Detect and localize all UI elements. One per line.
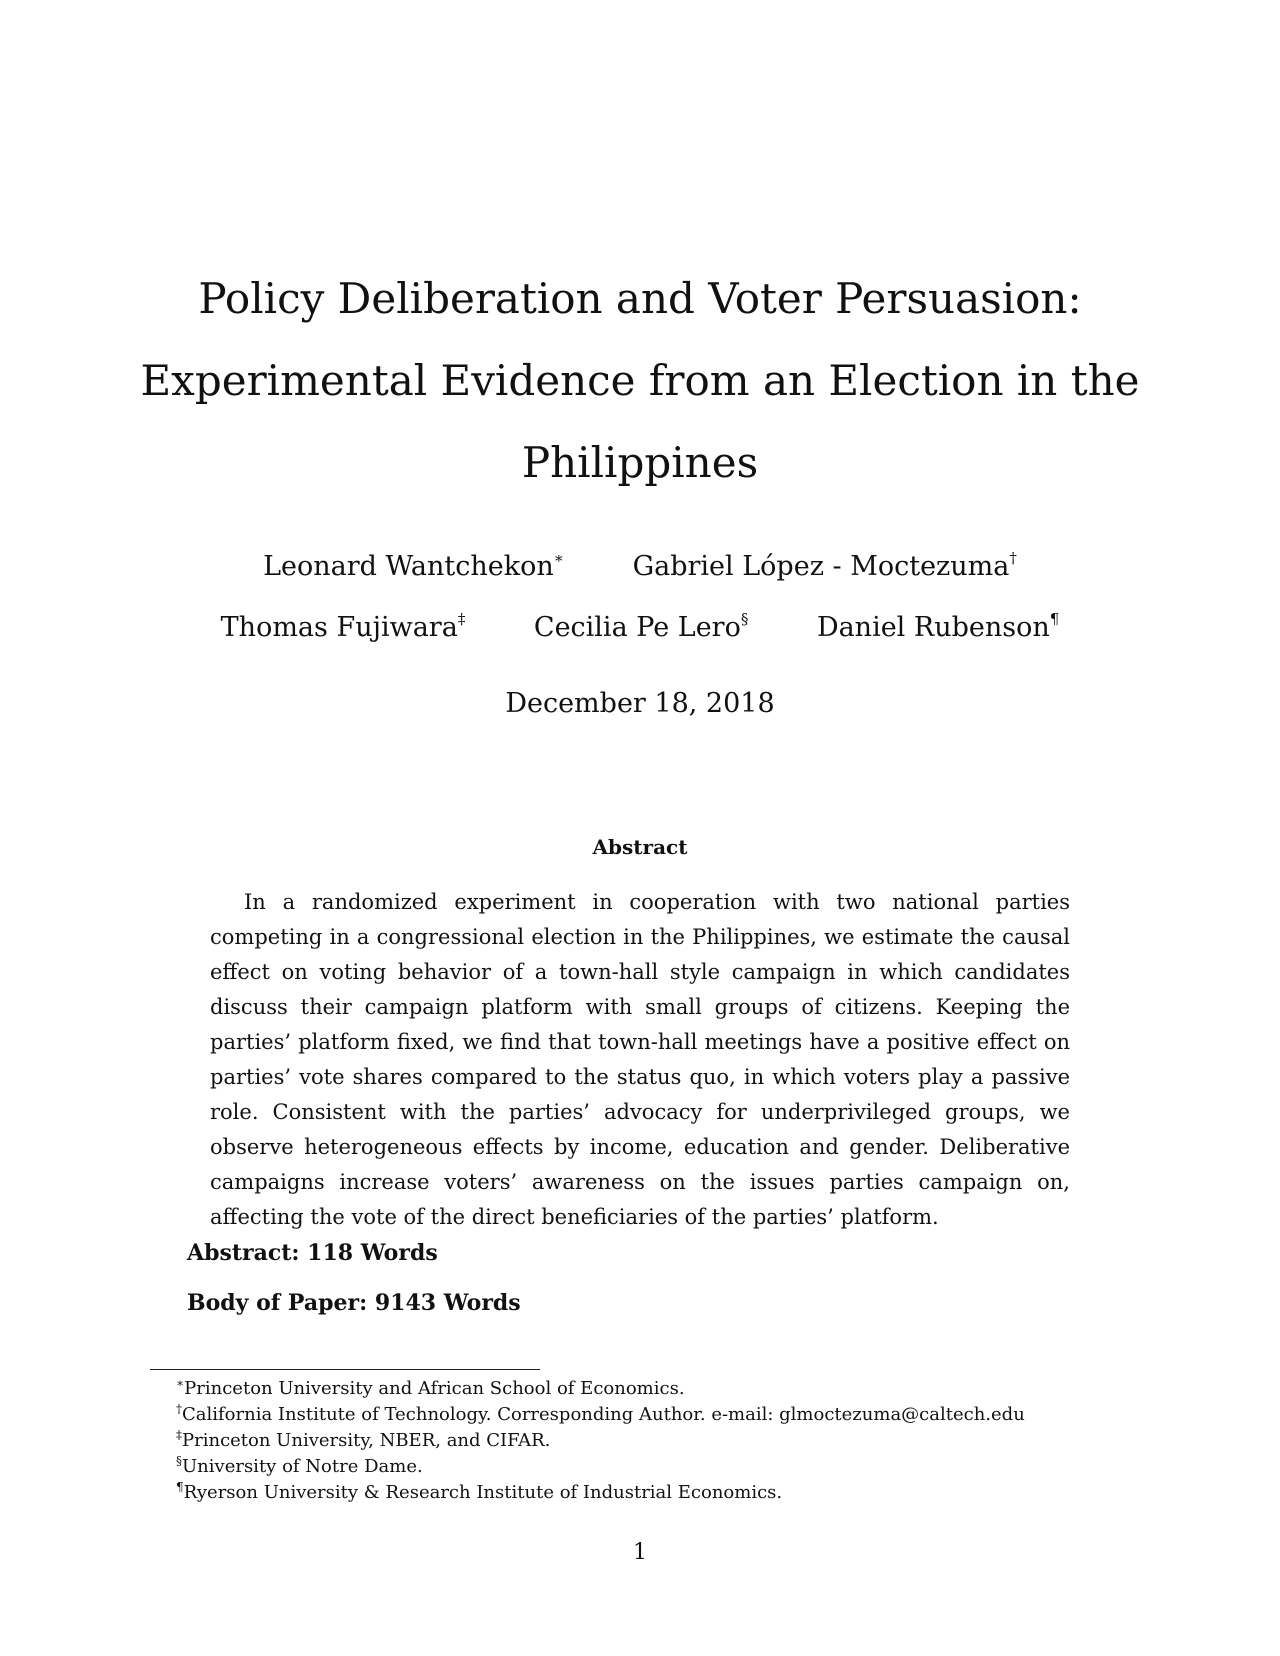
abstract-word-count: Abstract: 118 Words — [187, 1240, 438, 1266]
footnote-text: California Institute of Technology. Corresponding Author. e-mail: glmoctezuma@caltech.edu — [182, 1404, 1025, 1425]
body-word-count: Body of Paper: 9143 Words — [187, 1290, 521, 1316]
author-mark: † — [1009, 549, 1017, 567]
title-line: Experimental Evidence from an Election in the — [140, 356, 1140, 405]
footnote-text: Princeton University and African School of Economics. — [184, 1378, 685, 1399]
author-name: Gabriel López - Moctezuma — [632, 551, 1010, 582]
paper-title — [140, 258, 1140, 504]
footnote-mark: ‡ — [176, 1428, 182, 1442]
footnote — [176, 1454, 1025, 1480]
abstract-text: In a randomized experiment in cooperation with two national parties competing in a congressional election in the Philippines, we estimate the causal effect on voting behavior of a town-hall style campaign in which candidates discuss their campaign platform with small groups of citizens. Keeping the parties’ platform fixed, we find that town-hall meetings have a positive effect on parties’ vote shares compared to the status quo, in which voters play a passive role. Consistent with the parties’ advocacy for underprivileged groups, we observe heterogeneous effects by income, education and gender. Deliberative campaigns increase voters’ awareness on the issues parties campaign on, affecting the vote of the direct beneficiaries of the parties’ platform. — [210, 890, 1070, 1229]
author-name: Cecilia Pe Lero — [533, 612, 741, 643]
footnote-text: University of Notre Dame. — [182, 1456, 423, 1477]
author-mark: § — [740, 610, 749, 628]
footnote-text: Princeton University, NBER, and CIFAR. — [182, 1430, 551, 1451]
abstract-heading: Abstract — [592, 835, 688, 859]
footnote — [176, 1402, 1025, 1428]
footnote-mark: ∗ — [176, 1376, 185, 1390]
author-name: Daniel Rubenson — [816, 612, 1050, 643]
footnote-text: Ryerson University & Research Institute of Industrial Economics. — [183, 1482, 783, 1503]
author-mark: ‡ — [457, 610, 466, 628]
paper-date: December 18, 2018 — [505, 688, 775, 719]
page-number: 1 — [633, 1540, 647, 1565]
author-name: Thomas Fujiwara — [220, 612, 458, 643]
author-mark: ¶ — [1049, 610, 1060, 628]
title-line: Philippines — [521, 438, 759, 487]
author — [633, 551, 1017, 582]
author — [534, 612, 748, 643]
footnotes — [176, 1376, 1025, 1506]
footnote-mark: § — [176, 1454, 182, 1468]
author-name: Leonard Wantchekon — [263, 551, 554, 582]
authors-row-1 — [0, 551, 1280, 582]
footnote — [176, 1480, 1025, 1506]
footnote-mark: ¶ — [176, 1480, 184, 1494]
footnote-divider — [150, 1369, 540, 1370]
authors-row-2 — [0, 612, 1280, 643]
footnote — [176, 1428, 1025, 1454]
footnote — [176, 1376, 1025, 1402]
author — [817, 612, 1059, 643]
title-line: Policy Deliberation and Voter Persuasion: — [198, 274, 1082, 323]
author-mark: ∗ — [553, 549, 564, 567]
footnote-mark: † — [176, 1402, 182, 1416]
author — [263, 551, 564, 582]
author — [221, 612, 466, 643]
